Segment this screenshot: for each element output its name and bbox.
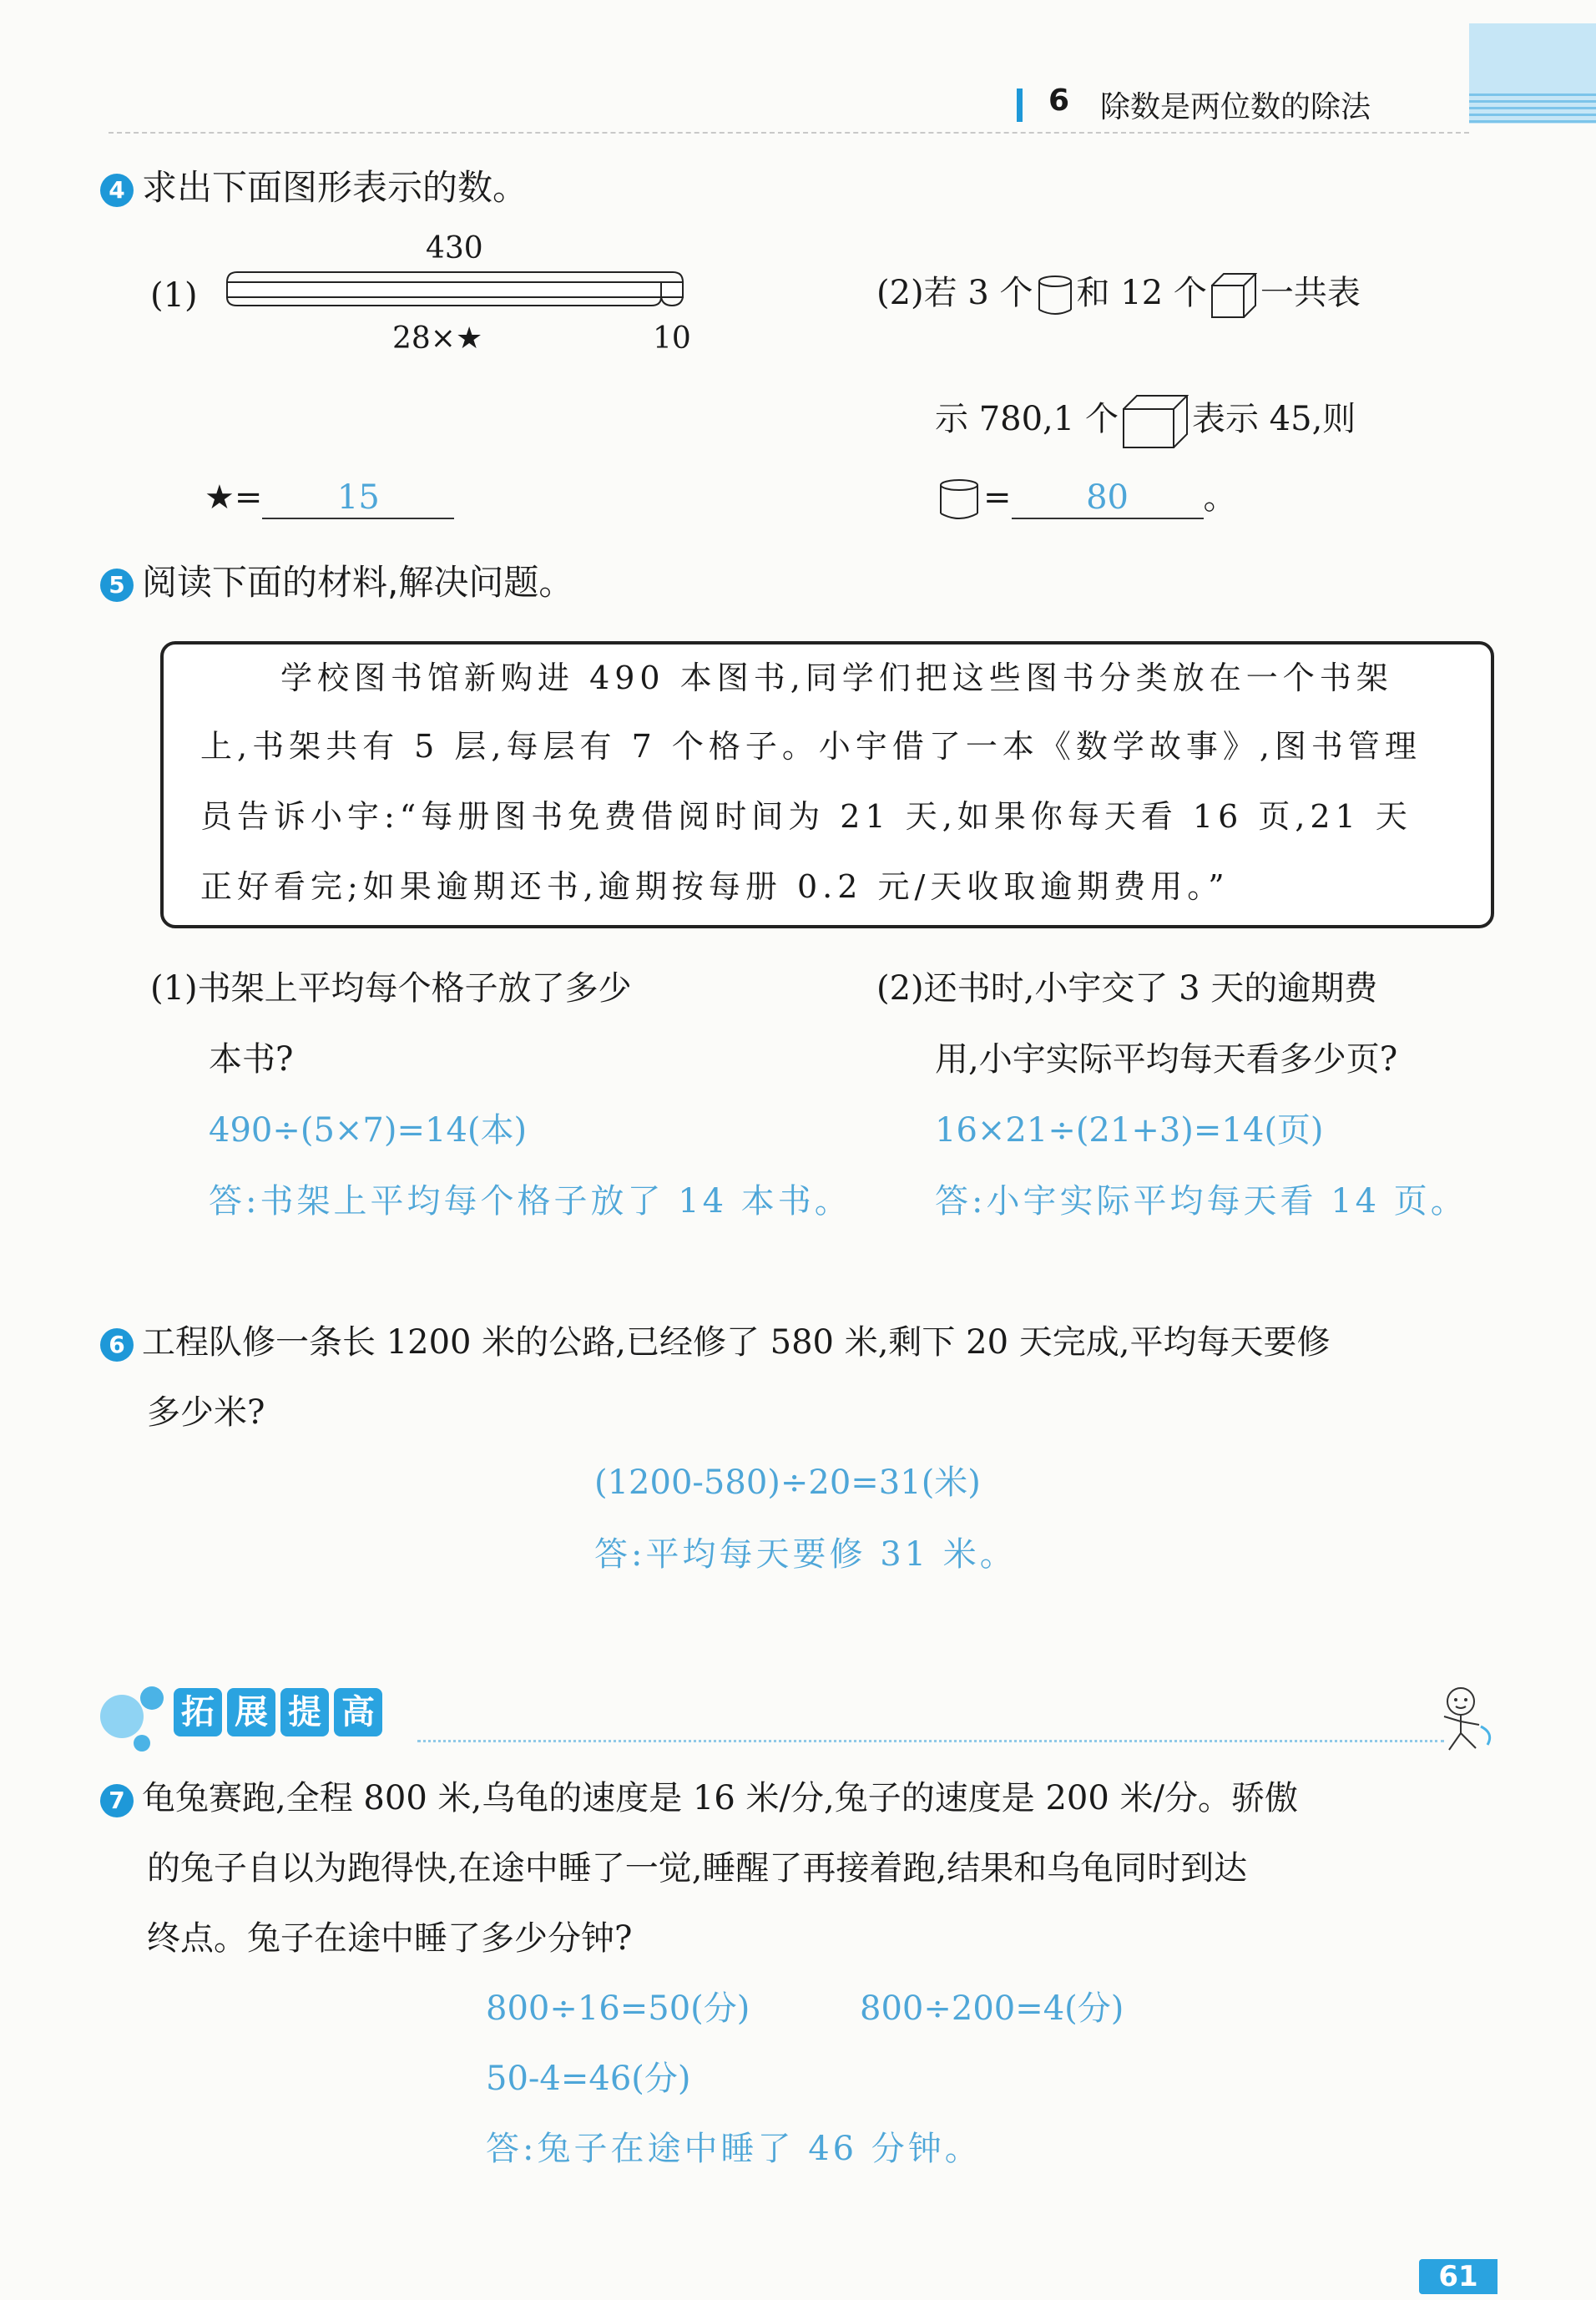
q4-part2-answer: 80 — [1012, 478, 1204, 519]
page-number: 61 — [1419, 2259, 1498, 2294]
q6-work: (1200-580)÷20=31(米) — [594, 1463, 981, 1502]
q4-part2-line1 — [876, 272, 1361, 319]
q5-part2-answer: 答:小宇实际平均每天看 14 页。 — [935, 1182, 1467, 1221]
q4-part1-answer-row — [205, 478, 454, 519]
q6-badge: 6 — [100, 1328, 134, 1362]
q4-part2-answer-row — [935, 478, 1237, 522]
bubbles-decoration — [92, 1670, 167, 1753]
q7-line3: 终点。兔子在途中睡了多少分钟? — [147, 1919, 633, 1958]
section-dotted-rule — [417, 1740, 1444, 1742]
cube-icon — [1122, 394, 1189, 449]
q5-passage-line: 上,书架共有 5 层,每层有 7 个格子。小宇借了一本《数学故事》,图书管理 — [200, 728, 1422, 765]
q4-part1-expr: 28×★ — [392, 321, 483, 356]
q6-answer: 答:平均每天要修 31 米。 — [594, 1535, 1017, 1574]
q5-heading — [100, 555, 573, 605]
q4-badge: 4 — [100, 174, 134, 207]
q7-line2: 的兔子自以为跑得快,在途中睡了一觉,睡醒了再接着跑,结果和乌龟同时到达 — [147, 1849, 1248, 1888]
q4-part1-remainder: 10 — [653, 321, 691, 356]
q7-text-1: 龟兔赛跑,全程 800 米,乌龟的速度是 16 米/分,兔子的速度是 200 米/分。骄傲 — [142, 1779, 1298, 1817]
q5-part1-answer: 答:书架上平均每个格子放了 14 本书。 — [209, 1182, 851, 1221]
q4-heading — [100, 160, 528, 210]
cube-icon — [1210, 272, 1257, 319]
q7-work-2: 50-4=46(分) — [486, 2060, 691, 2098]
q7-work-1b: 800÷200=4(分) — [860, 1989, 1124, 2028]
section-title-char: 高 — [334, 1688, 382, 1736]
q7-answer: 答:兔子在途中睡了 46 分钟。 — [486, 2130, 982, 2168]
section-title-char: 拓 — [174, 1688, 222, 1736]
cylinder-icon — [938, 478, 980, 522]
q5-part1-line2: 本书? — [209, 1040, 294, 1079]
q4-title: 求出下面图形表示的数。 — [142, 167, 528, 208]
header-dashed-rule — [109, 132, 1469, 134]
top-brace — [227, 272, 683, 282]
section-title-char: 展 — [227, 1688, 275, 1736]
bar — [227, 282, 683, 297]
q5-passage-line: 员告诉小宇:“每册图书免费借阅时间为 21 天,如果你每天看 16 页,21 天 — [200, 798, 1412, 835]
q4-part2-text-e: 表示 45,则 — [1191, 400, 1356, 438]
q4-part1-total: 430 — [426, 231, 483, 265]
q5-part2-line2: 用,小宇实际平均每天看多少页? — [935, 1040, 1398, 1079]
q4-part1-answer: 15 — [262, 478, 454, 519]
section-title-char: 提 — [280, 1688, 329, 1736]
chapter-number: 6 — [1048, 83, 1070, 118]
section-title — [174, 1688, 382, 1736]
q4-part2-text-b: 和 12 个 — [1076, 274, 1207, 312]
q7-line1 — [100, 1778, 1298, 1818]
q5-part2-work: 16×21÷(21+3)=14(页) — [935, 1111, 1324, 1150]
q4-segment-diagram — [225, 267, 693, 317]
q4-part2-line2 — [935, 394, 1356, 449]
header-bar — [1017, 88, 1023, 122]
header-stripes — [1469, 94, 1596, 124]
q4-part2-text-c: 一共表 — [1260, 274, 1361, 312]
bottom-brace-right — [661, 297, 683, 306]
q6-text: 工程队修一条长 1200 米的公路,已经修了 580 米,剩下 20 天完成,平均每天要修 — [142, 1323, 1331, 1362]
q7-badge: 7 — [100, 1784, 134, 1817]
q5-part2-line1: (2)还书时,小宇交了 3 天的逾期费 — [876, 969, 1378, 1008]
q5-passage-line: 正好看完;如果逾期还书,逾期按每册 0.2 元/天收取逾期费用。” — [200, 868, 1230, 905]
q5-title: 阅读下面的材料,解决问题。 — [142, 562, 574, 603]
bottom-brace-left — [227, 297, 661, 306]
q5-part1-line1: (1)书架上平均每个格子放了多少 — [150, 969, 632, 1008]
q5-part1-work: 490÷(5×7)=14(本) — [209, 1111, 528, 1150]
q4-part1-answer-prefix: ★= — [205, 478, 263, 517]
q4-part2-answer-eq: = — [983, 478, 1012, 517]
q4-part2-text-d: 示 780,1 个 — [935, 400, 1119, 438]
q6-line2: 多少米? — [147, 1393, 265, 1432]
kid-mascot-icon — [1427, 1683, 1503, 1755]
q4-part2-answer-end: 。 — [1203, 478, 1237, 517]
q5-badge: 5 — [100, 569, 134, 602]
cylinder-icon — [1037, 275, 1073, 316]
q4-part2-text-a: (2)若 3 个 — [876, 274, 1033, 312]
q4-part1-label: (1) — [150, 276, 198, 315]
q6-line1 — [100, 1322, 1330, 1362]
chapter-title: 除数是两位数的除法 — [1100, 90, 1371, 124]
q5-passage-line: 学校图书馆新购进 490 本图书,同学们把这些图书分类放在一个书架 — [280, 660, 1393, 696]
q7-work-1a: 800÷16=50(分) — [486, 1989, 750, 2028]
